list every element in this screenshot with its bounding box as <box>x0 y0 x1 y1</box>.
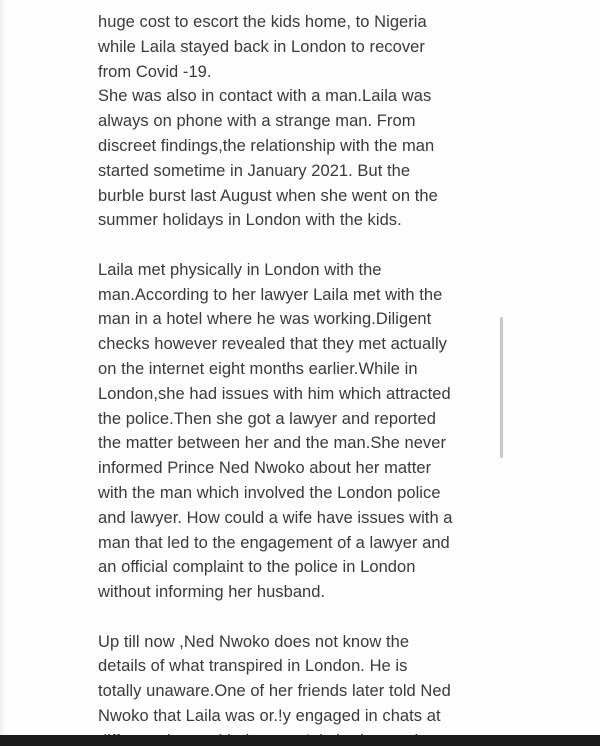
text-line: summer holidays in London with the kids. <box>98 211 402 230</box>
text-line: an official complaint to the police in London <box>98 558 416 577</box>
text-line: totally unaware.One of her friends later told Ned <box>98 682 451 701</box>
edge-shade <box>0 0 6 735</box>
paragraph-1 <box>98 10 498 233</box>
text-line: without informing her husband. <box>98 583 326 602</box>
text-line: on the internet eight months earlier.While in <box>98 359 418 378</box>
text-line: while Laila stayed back in London to recover <box>98 37 425 56</box>
paragraph-gap <box>98 233 498 258</box>
text-line: details of what transpired in London. He is <box>98 657 408 676</box>
text-line: man in a hotel where he was working.Diligent <box>98 310 432 329</box>
text-line: burble burst last August when she went on the <box>98 186 438 205</box>
text-line: the police.Then she got a lawyer and reported <box>98 409 436 428</box>
text-line: always on phone with a strange man. From <box>98 112 416 131</box>
text-line: huge cost to escort the kids home, to Nigeria <box>98 13 427 31</box>
text-line: Nwoko that Laila was or.!y engaged in chats at <box>98 706 441 725</box>
text-line: London,she had issues with him which attracted <box>98 384 451 403</box>
text-line: the matter between her and the man.She never <box>98 434 446 453</box>
text-line: and lawyer. How could a wife have issues with a <box>98 508 453 527</box>
text-line: started sometime in January 2021. But the <box>98 161 411 180</box>
scrollbar-thumb[interactable] <box>500 317 503 458</box>
text-line: from Covid -19. <box>98 62 212 81</box>
paragraph-3 <box>98 630 498 746</box>
text-line: checks however revealed that they met actually <box>98 335 447 354</box>
text-line: with the man which involved the London police <box>98 483 441 502</box>
paragraph-gap <box>98 605 498 630</box>
article-text <box>98 10 498 746</box>
text-line: discreet findings,the relationship with the man <box>98 136 435 155</box>
text-line: man that led to the engagement of a lawyer and <box>98 533 450 552</box>
bottom-bar <box>0 735 600 746</box>
text-line: man.According to her lawyer Laila met with the <box>98 285 443 304</box>
text-line: informed Prince Ned Nwoko about her matter <box>98 459 432 478</box>
paragraph-2 <box>98 258 498 605</box>
text-line: Laila met physically in London with the <box>98 260 382 279</box>
text-line: She was also in contact with a man.Laila was <box>98 87 432 106</box>
text-line: Up till now ,Ned Nwoko does not know the <box>98 632 410 651</box>
